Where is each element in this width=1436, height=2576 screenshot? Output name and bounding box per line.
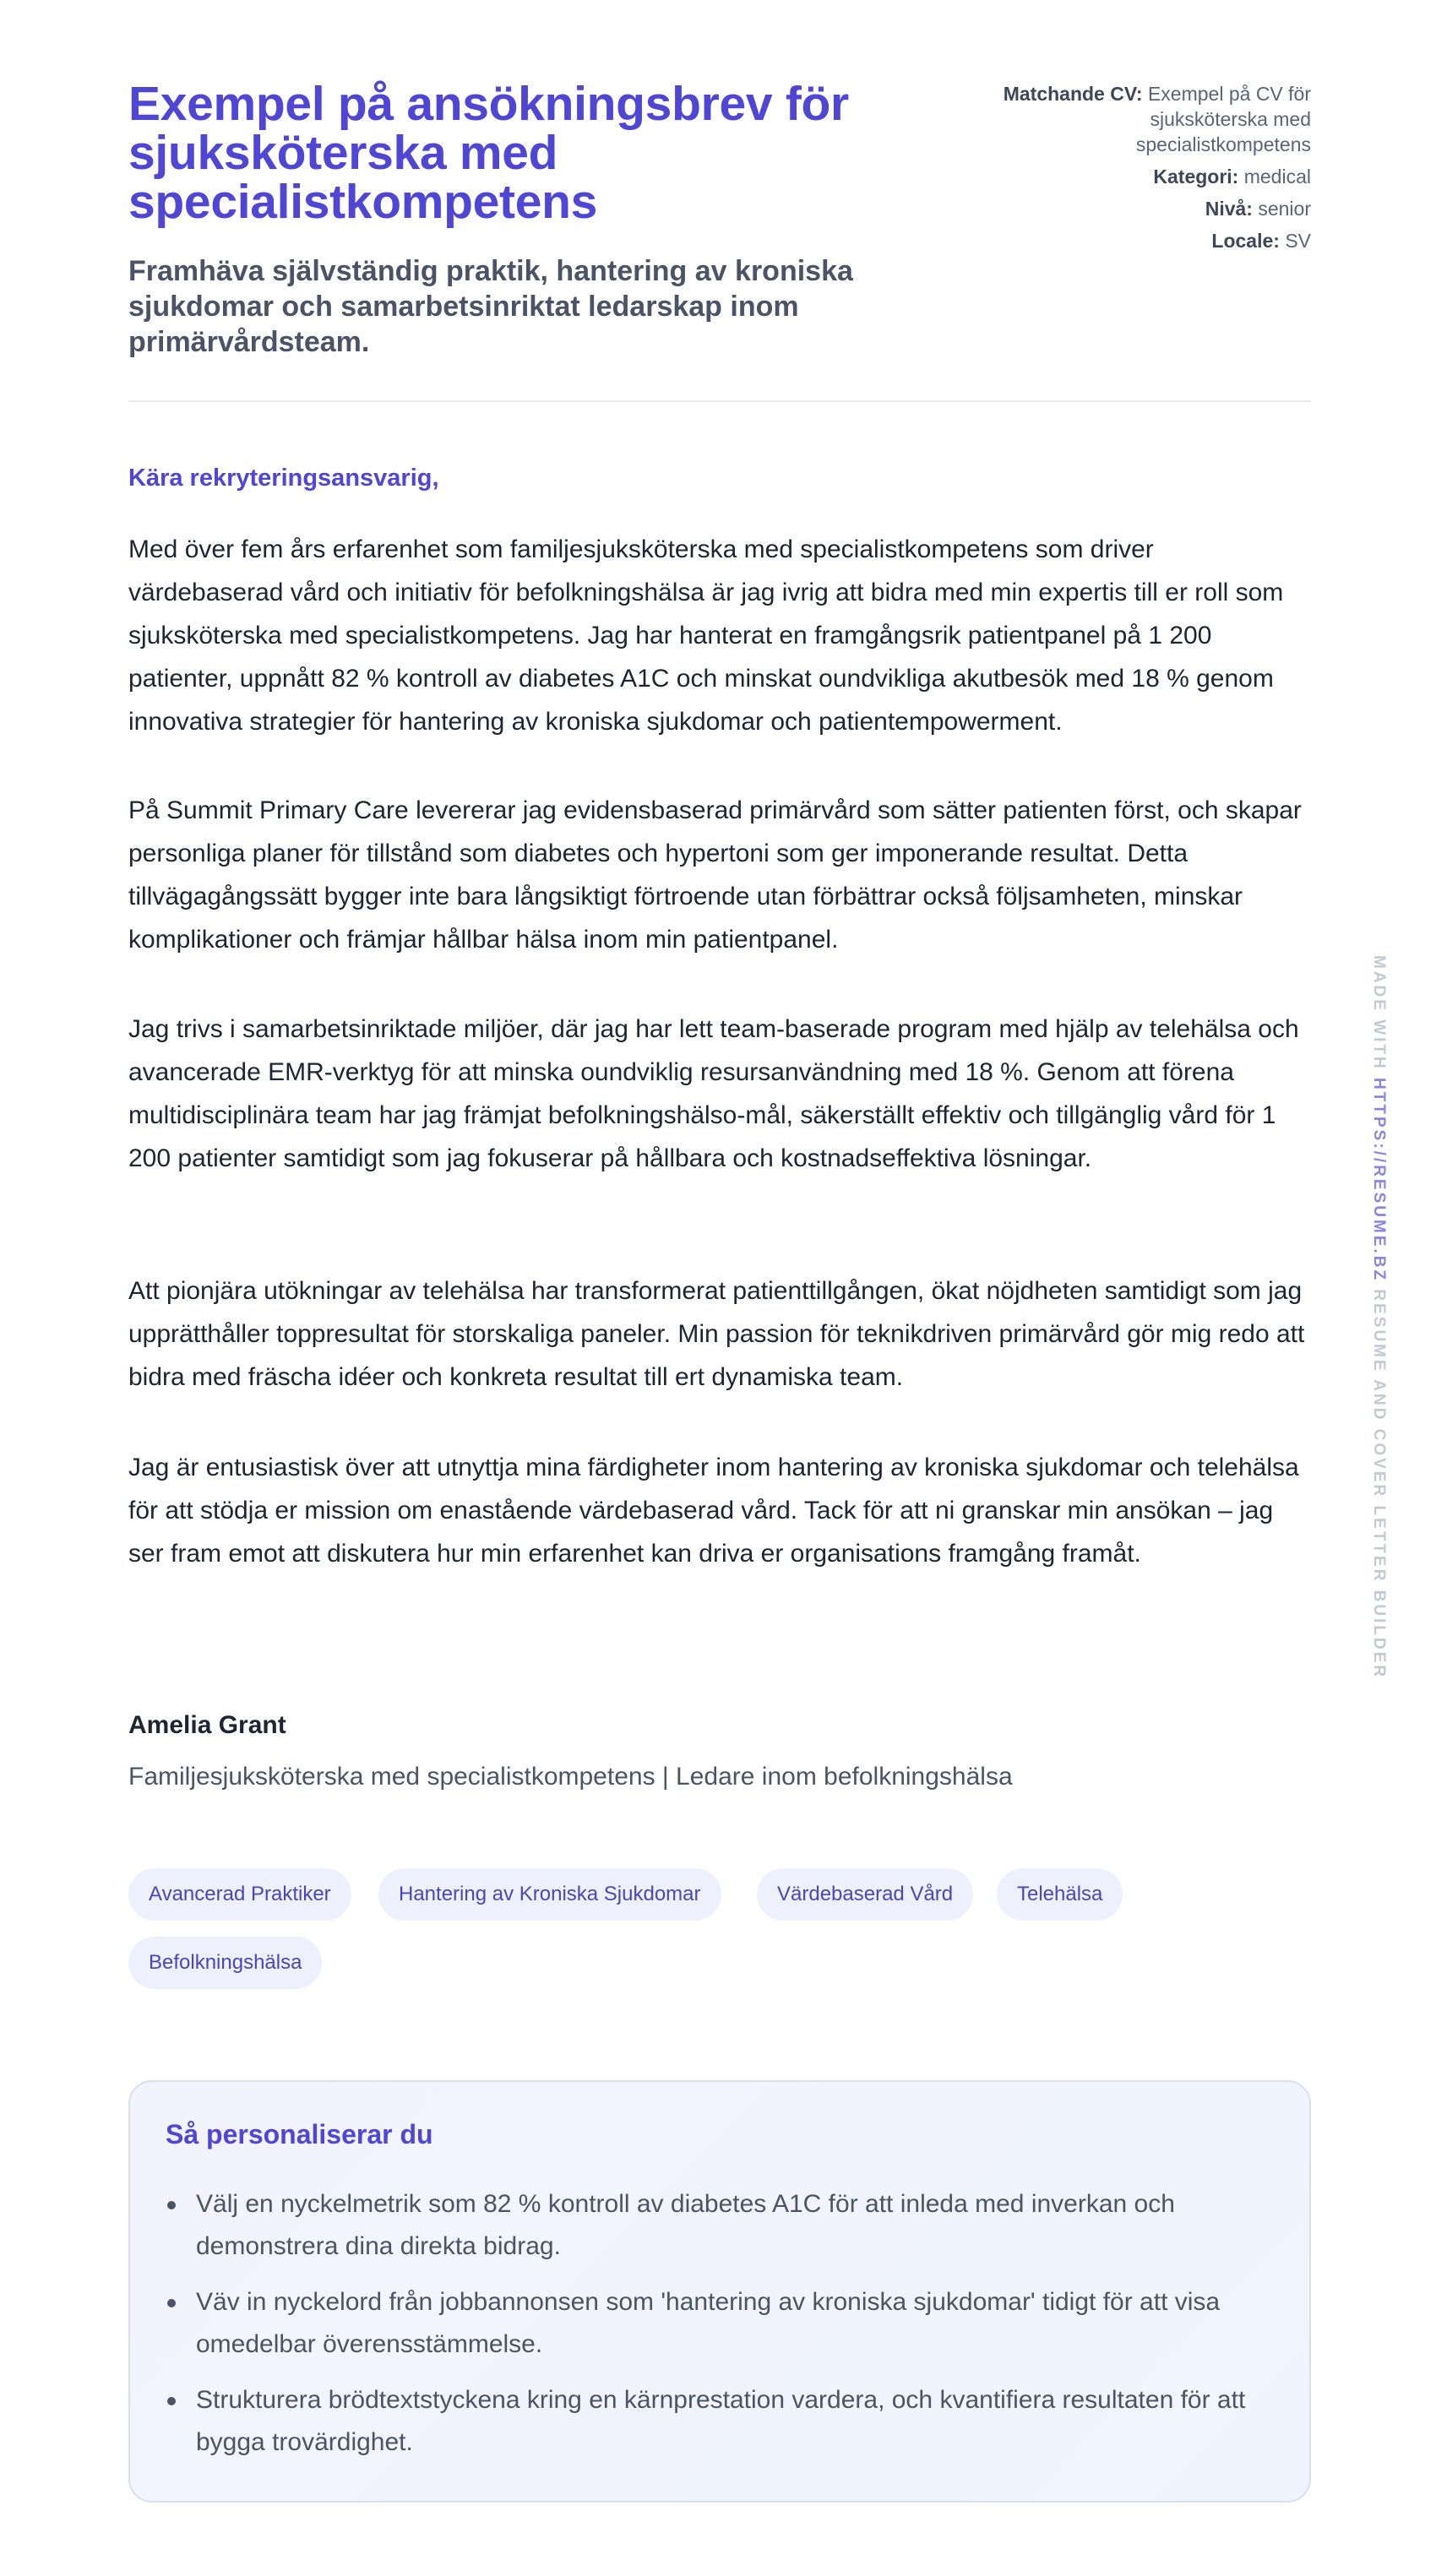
- page-title: Exempel på ansökningsbrev för sjuksköterska med specialistkompetens: [128, 77, 849, 229]
- tag-avancerad-praktiker: Avancerad Praktiker: [128, 1868, 351, 1921]
- meta-category-label: Kategori:: [1153, 166, 1239, 187]
- tip-item: [166, 2281, 1264, 2366]
- meta-cv-label: Matchande CV:: [1003, 83, 1143, 105]
- tips-title: Så personaliserar du: [166, 2119, 433, 2149]
- tips-list: [166, 2183, 1264, 2477]
- tag-befolkningshalsa: Befolkningshälsa: [128, 1937, 322, 1989]
- brand-suffix: RESUME AND COVER LETTER BUILDER: [1370, 1289, 1388, 1680]
- meta-locale: [973, 228, 1311, 253]
- letter-paragraph-5: Jag är entusiastisk över att utnyttja mina färdigheter inom hantering av kroniska sjukdomar och telehälsa för att stödja er mission om enastående värdebaserad vård. Tack för att ni granskar min ansökan – jag ser fram emot att diskutera hur min erfarenhet kan driva er organisations framgång framåt.: [128, 1454, 1299, 1568]
- meta-cv-value[interactable]: Exempel på CV för sjuksköterska med specialistkompetens: [1135, 83, 1311, 155]
- tag-vardebaserad-vard: Värdebaserad Vård: [757, 1868, 973, 1921]
- tip-item: [166, 2183, 1264, 2268]
- vertical-branding: [1369, 955, 1388, 1679]
- bullet-icon: [167, 2201, 176, 2209]
- letter-paragraph-3: Jag trivs i samarbetsinriktade miljöer, där jag har lett team-baserade program med hjälp av telehälsa och avancerade EMR-verktyg för att minska oundviklig resursanvändning med 18 %. Genom att förena multidisciplinära team har jag främjat befolkningshälso-mål, säkerställt effektiv och tillgänglig vård för 1 200 patienter samtidigt som jag fokuserar på hållbara och kostnadseffektiva lösningar.: [128, 1015, 1299, 1172]
- bullet-icon: [167, 2299, 176, 2307]
- personalization-tips: [128, 2080, 1311, 2503]
- signature-title: Familjesjuksköterska med specialistkompetens | Ledare inom befolkningshälsa: [128, 1763, 1013, 1791]
- brand-link[interactable]: HTTPS://RESUME.BZ: [1370, 1078, 1388, 1283]
- cover-letter-page: [128, 0, 1311, 2456]
- meta-locale-value: SV: [1285, 230, 1311, 252]
- tip-text: Strukturera brödtextstyckena kring en kärnprestation vardera, och kvantifiera resultaten för att bygga trovärdighet.: [196, 2386, 1246, 2456]
- header-divider: [128, 400, 1311, 402]
- signature-name: Amelia Grant: [128, 1711, 286, 1739]
- meta-panel: [973, 81, 1311, 260]
- tag-telehalsa: Telehälsa: [997, 1868, 1123, 1921]
- letter-paragraph-4: Att pionjära utökningar av telehälsa har transformerat patienttillgången, ökat nöjdheten samtidigt som jag upprätthåller toppresultat för storskaliga paneler. Min passion för teknikdriven primärvård gör mig redo att bidra med fräscha idéer och konkreta resultat till ert dynamiska team.: [128, 1277, 1305, 1391]
- letter-greeting: Kära rekryteringsansvarig,: [128, 465, 439, 492]
- meta-level-label: Nivå:: [1205, 198, 1253, 220]
- meta-level: [973, 196, 1311, 221]
- meta-category: [973, 164, 1311, 189]
- tip-item: [166, 2379, 1264, 2464]
- letter-paragraph-1: Med över fem års erfarenhet som familjesjuksköterska med specialistkompetens som driver värdebaserad vård och initiativ för befolkningshälsa är jag ivrig att bidra med min expertis till er roll som sjuksköterska med specialistkompetens. Jag har hanterat en framgångsrik patientpanel på 1 200 patienter, uppnått 82 % kontroll av diabetes A1C och minskat oundvikliga akutbesök med 18 % genom innovativa strategier för hantering av kroniska sjukdomar och patientempowerment.: [128, 535, 1284, 736]
- tip-text: Väv in nyckelord från jobbannonsen som 'hantering av kroniska sjukdomar' tidigt för att visa omedelbar överensstämmelse.: [196, 2288, 1221, 2358]
- meta-category-value: medical: [1243, 166, 1311, 187]
- page-subtitle: Framhäva självständig praktik, hantering av kroniska sjukdomar och samarbetsinriktat ledarskap inom primärvårdsteam.: [128, 255, 853, 358]
- brand-prefix: MADE WITH: [1370, 955, 1388, 1071]
- tip-text: Välj en nyckelmetrik som 82 % kontroll av diabetes A1C för att inleda med inverkan och demonstrera dina direkta bidrag.: [196, 2190, 1175, 2260]
- bullet-icon: [167, 2397, 176, 2405]
- meta-level-value: senior: [1258, 198, 1311, 220]
- letter-paragraph-2: På Summit Primary Care levererar jag evidensbaserad primärvård som sätter patienten först, och skapar personliga planer för tillstånd som diabetes och hypertoni som ger imponerande resultat. Detta tillvägagångssätt bygger inte bara långsiktigt förtroende utan förbättrar också följsamheten, minskar komplikationer och främjar hållbar hälsa inom min patientpanel.: [128, 796, 1302, 954]
- meta-locale-label: Locale:: [1211, 230, 1280, 252]
- meta-cv: [973, 81, 1311, 157]
- page-header: [128, 0, 1311, 402]
- tag-kroniska-sjukdomar: Hantering av Kroniska Sjukdomar: [378, 1868, 721, 1921]
